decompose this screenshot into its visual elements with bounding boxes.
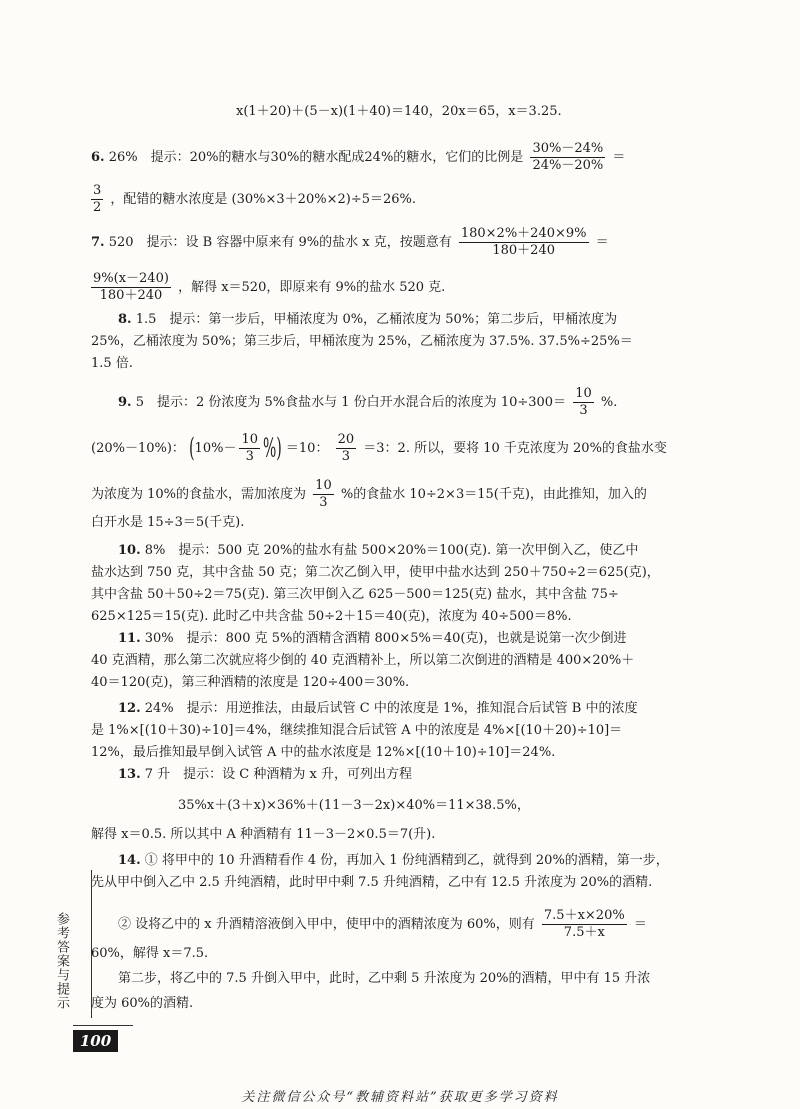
answer-11-line-2: 40 克酒精，那么第二次就应将少倒的 40 克酒精补上，所以第二次倒进的酒精是 400×20%＋ xyxy=(91,653,635,668)
answer-10-line-2: 盐水达到 750 克，其中含盐 50 克；第二次乙倒入甲，使甲中盐水达到 250＋750÷2＝625(克)， xyxy=(91,565,660,580)
sidebar-label: 参考答案与提示 xyxy=(54,912,69,1010)
sidebar-frame xyxy=(73,870,92,1018)
answer-text: 为浓度为 10%的食盐水，需加浓度为 xyxy=(91,487,307,502)
answer-text: 26% 提示：20%的糖水与30%的糖水配成24%的糖水，它们的比例是 xyxy=(108,150,524,165)
answer-text: 24% 提示：用逆推法，由最后试管 C 中的浓度是 1%，推知混合后试管 B 中的浓度 xyxy=(144,701,638,716)
answer-13-equation: 35%x＋(3＋x)×36%＋(11－3－2x)×40%＝11×38.5%， xyxy=(178,798,530,813)
answer-text: %. xyxy=(600,395,618,410)
answer-9-line-2 xyxy=(91,432,667,465)
answer-text: ① 将甲中的 10 升酒精看作 4 份，再加入 1 份纯酒精到乙，就得到 20%的酒精，第一步， xyxy=(144,853,669,868)
answer-text: 7 升 提示：设 C 种酒精为 x 升，可列出方程 xyxy=(144,767,412,782)
answer-7-line-2 xyxy=(88,271,445,304)
equals-sign: ＝ xyxy=(633,917,647,932)
answer-text: %的食盐水 10÷2×3＝15(千克)，由此推知，加入的 xyxy=(340,487,647,502)
question-number: 12. xyxy=(118,701,141,716)
answer-text: ，解得 x＝520，即原来有 9%的盐水 520 克. xyxy=(178,280,446,295)
answer-text: ，配错的糖水浓度是 (30%×3＋20%×2)÷5＝26%. xyxy=(110,192,417,207)
answer-10-line-4: 625×125＝15(克). 此时乙中共含盐 50÷2＋15＝40(克)，浓度为 40÷500＝8%. xyxy=(91,609,572,624)
answer-text: ② 设将乙中的 x 升酒精溶液倒入甲中，使甲中的酒精浓度为 60%，则有 xyxy=(118,917,535,932)
answer-14-line-1 xyxy=(118,852,669,870)
answer-9-line-1 xyxy=(118,386,617,419)
answer-12-line-1 xyxy=(118,700,637,718)
answer-11-line-1 xyxy=(118,630,627,648)
answer-text: 8% 提示：500 克 20%的盐水有盐 500×20%＝100(克). 第一次甲倒入乙，使乙中 xyxy=(144,543,639,558)
answer-13-line-1 xyxy=(118,766,412,784)
question-number: 7. xyxy=(91,235,105,250)
answer-text: 30% 提示：800 克 5%的酒精含酒精 800×5%＝40(克)，也就是说第一次少倒进 xyxy=(144,631,627,646)
left-paren: ( xyxy=(189,433,195,464)
answer-14-line-6: 度为 60%的酒精. xyxy=(91,996,194,1011)
fraction: $\frac{10}{3}$ xyxy=(315,478,332,510)
answer-text: (20%－10%)： xyxy=(91,441,185,456)
equals-sign: ＝ xyxy=(612,150,626,165)
answer-text: 520 提示：设 B 容器中原来有 9%的盐水 x 克，按题意有 xyxy=(108,235,452,250)
answer-9-line-3 xyxy=(91,478,647,511)
answer-14-line-4: 60%，解得 x＝7.5. xyxy=(91,946,209,961)
equation-line: x(1＋20)＋(5－x)(1＋40)＝140，20x＝65，x＝3.25. xyxy=(236,104,562,119)
answer-text: ＝3：2. 所以，要将 10 千克浓度为 20%的食盐水变 xyxy=(363,441,667,456)
fraction: $\frac{20}{3}$ xyxy=(337,432,355,464)
answer-11-line-3: 40＝120(克)，第三种酒精的浓度是 120÷400＝30%. xyxy=(91,675,410,690)
answer-text: 10%－ xyxy=(194,441,237,456)
answer-10-line-1 xyxy=(118,542,638,560)
answer-12-line-2: 是 1%×[(10＋30)÷10]＝4%，继续推知混合后试管 A 中的浓度是 4%×[(10＋20)÷10]＝ xyxy=(91,723,623,738)
answer-text: 5 提示：2 份浓度为 5%食盐水与 1 份白开水混合后的浓度为 10÷300＝ xyxy=(135,395,567,410)
answer-text: 1.5 提示：第一步后，甲桶浓度为 0%，乙桶浓度为 50%；第二步后，甲桶浓度为 xyxy=(135,312,618,327)
fraction: $\frac{7.5+x\times 20\%}{7.5+x}$ xyxy=(543,908,625,940)
question-number: 9. xyxy=(118,395,132,410)
answer-14-line-3 xyxy=(118,908,647,941)
answer-7-line-1 xyxy=(91,226,609,259)
answer-12-line-3: 12%，最后推知最早倒入试管 A 中的盐水浓度是 12%×[(10＋10)÷10]＝24%. xyxy=(91,745,556,760)
fraction: $\frac{10}{3}$ xyxy=(241,432,258,464)
answer-10-line-3: 其中含盐 50＋50÷2＝75(克). 第三次甲倒入乙 625－500＝125(克) 盐水，其中含盐 75÷ xyxy=(91,587,619,602)
answer-8-line-3: 1.5 倍. xyxy=(91,356,133,371)
answer-14-line-2: 先从甲中倒入乙中 2.5 升纯酒精，此时甲中剩 7.5 升纯酒精，乙中有 12.5 升浓度为 20%的酒精. xyxy=(91,875,653,890)
fraction: $\frac{3}{2}$ xyxy=(93,183,102,215)
right-paren: %) xyxy=(263,433,282,464)
answer-14-line-5: 第二步，将乙中的 7.5 升倒入甲中，此时，乙中剩 5 升浓度为 20%的酒精，甲中有 15 升浓 xyxy=(118,971,651,986)
fraction: $\frac{180\times 2\%+240\times 9\%}{180+240}$ xyxy=(460,226,587,258)
fraction: $\frac{30\%-24\%}{24\%-20\%}$ xyxy=(532,141,604,173)
page-number: 100 xyxy=(73,1030,118,1052)
question-number: 8. xyxy=(118,312,132,327)
answer-9-line-4: 白开水是 15÷3＝5(千克). xyxy=(91,515,245,530)
equals-sign: ＝ xyxy=(595,235,609,250)
question-number: 13. xyxy=(118,767,141,782)
answer-8-line-1 xyxy=(118,311,617,329)
answer-6-line-2 xyxy=(88,183,416,216)
question-number: 10. xyxy=(118,543,141,558)
answer-6-line-1 xyxy=(91,141,625,174)
footer-watermark-text: 关注微信公众号“教辅资料站”获取更多学习资料 xyxy=(241,1090,559,1105)
answer-13-line-2: 解得 x＝0.5. 所以其中 A 种酒精有 11－3－2×0.5＝7(升). xyxy=(91,827,436,842)
page-number-rule xyxy=(73,1025,133,1026)
fraction: $\frac{10}{3}$ xyxy=(575,386,592,418)
question-number: 6. xyxy=(91,150,105,165)
fraction: $\frac{9\%(x-240)}{180+240}$ xyxy=(93,271,169,303)
question-number: 14. xyxy=(118,853,141,868)
answer-8-line-2: 25%，乙桶浓度为 50%；第三步后，甲桶浓度为 25%，乙桶浓度为 37.5%. 37.5%÷25%＝ xyxy=(91,334,633,349)
answer-text: ＝10： xyxy=(285,441,329,456)
question-number: 11. xyxy=(118,631,141,646)
